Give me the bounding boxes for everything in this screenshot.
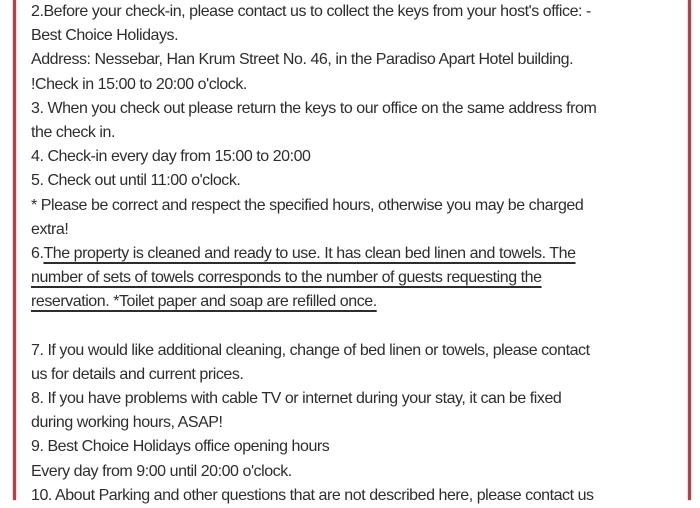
page-border-left [13,0,16,500]
text-segment: Every day from 9:00 until 20:00 o'clock. [31,462,292,480]
text-line [31,339,676,363]
text-segment: Best Choice Holidays. [31,27,179,45]
text-line [31,145,676,169]
text-segment: 7. If you would like additional cleaning, change of bed linen or towels, please contact [31,341,590,359]
text-line [31,484,676,508]
text-segment: extra! [31,220,69,238]
text-segment: 2.Before your check-in, please contact us to collect the keys from your host's office: - [31,3,591,20]
text-segment: 4. Check-in every day from 15:00 to 20:00 [31,148,311,166]
text-line [31,460,676,484]
text-line [31,73,676,97]
text-line [31,218,676,242]
underlined-text-segment: The property is cleaned and ready to use. It has clean bed linen and towels. The [43,244,576,262]
document-body [31,0,676,508]
text-segment: 8. If you have problems with cable TV or internet during your stay, it can be fixed [31,390,562,407]
text-line [31,363,676,387]
text-segment: !Check in 15:00 to 20:00 o'clock. [31,75,247,93]
text-segment: 9. Best Choice Holidays office opening hours [31,438,330,456]
text-segment: 10. About Parking and other questions that are not described here, please contact us [31,486,594,504]
text-segment: us for details and current prices. [31,365,244,383]
text-line [31,387,676,411]
text-line [31,411,676,435]
text-line [31,194,676,218]
text-segment: 6. [31,244,44,262]
text-segment: 5. Check out until 11:00 o'clock. [31,172,241,190]
text-line [31,266,676,290]
page-border-right [688,0,691,500]
text-line [31,290,676,314]
text-line [31,242,676,266]
text-segment: * Please be correct and respect the specified hours, otherwise you may be charged [31,196,584,214]
text-line [31,48,676,72]
underlined-text-segment: number of sets of towels corresponds to the number of guests requesting the [31,269,542,287]
text-line [31,24,676,48]
text-segment: the check in. [31,123,115,141]
text-line [31,97,676,121]
text-line [31,169,676,193]
text-line [31,435,676,459]
text-line [31,0,676,24]
blank-line [31,314,676,338]
underlined-text-segment: reservation. *Toilet paper and soap are refilled once. [31,293,377,311]
text-segment: Address: Nessebar, Han Krum Street No. 46, in the Paradiso Apart Hotel building. [31,51,574,69]
text-line [31,121,676,145]
text-segment: 3. When you check out please return the keys to our office on the same address from [31,99,597,117]
text-segment: during working hours, ASAP! [31,414,223,432]
